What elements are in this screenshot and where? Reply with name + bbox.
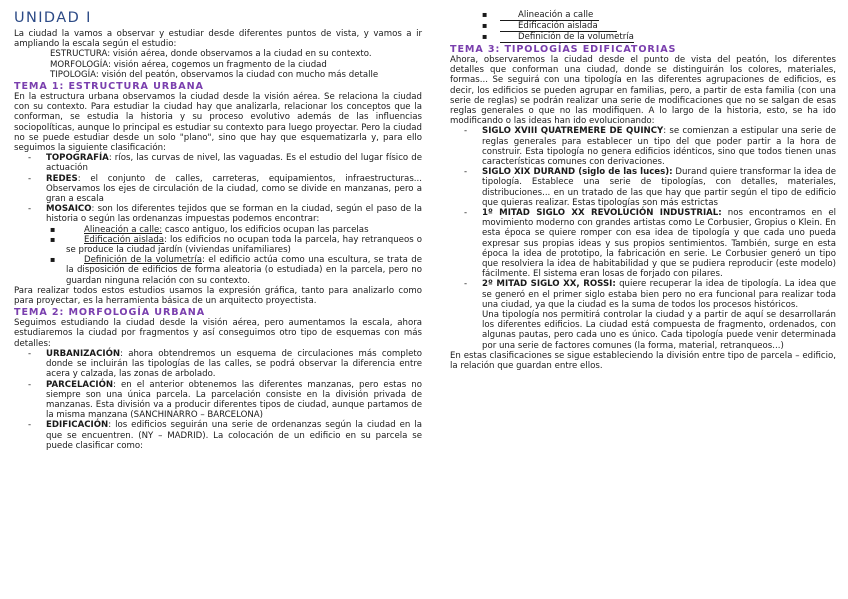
list-item xyxy=(46,420,422,451)
list-item xyxy=(46,153,422,173)
tema3-paragraph: Ahora, observaremos la ciudad desde el punto de vista del peatón, los diferentes detalles que conforman una ciudad, donde se distinguirán los colores, materiales, formas... Se seguirá con una tipología en las diferentes agrupaciones de edificios, es decir, los edificios se pueden agrupar en familias, pero, a partir de esta familia (con una serie de reglas) se podrán realizar una serie de modificaciones que no se salgan de esas reglas generales o que no las modifiquen. A lo largo de la historia, esto, se ha ido modificando o las ideas han ido evolucionando: xyxy=(450,55,836,127)
item-term: URBANIZACIÓN xyxy=(46,348,121,359)
item-text: quiere recuperar la idea de tipología. La idea que se generó en el primer siglo estaba bien pero no era funcional para realizar toda una ciudad, ya que la ciudad es la suma de todos los procesos históricos. xyxy=(482,279,836,310)
sub-list-item xyxy=(500,21,836,32)
item-term: PARCELACIÓN xyxy=(46,379,114,390)
item-text: : en el anterior obtenemos las diferentes manzanas, pero estas no siempre son una única parcela. La parcelación consiste en la división privada de manzanas. Esta división va a producir diferentes tipos de ciudad, aunque partamos de la misma manzana (SANCHINARRO – BARCELONA) xyxy=(46,379,422,421)
sub-item-text: : el edificio actúa como una escultura, se trata de la disposición de edificios de forma aleatoria (o estudiada) en la parcela, pero no guardan ninguna relación con su contexto. xyxy=(66,255,423,286)
sub-item-name: Alineación a calle xyxy=(500,11,599,21)
left-column xyxy=(14,10,422,451)
item-text: : el conjunto de calles, carreteras, equipamientos, infraestructuras... Observamos los ejes de circulación de la ciudad, como se divide en manzanas, pero a gran a escala xyxy=(46,173,422,205)
right-column xyxy=(450,10,836,371)
edificacion-sublist xyxy=(450,10,836,43)
tema1-closing: Para realizar todos estos estudios usamos la expresión gráfica, tanto para analizarlo como para proyectar, es la herramienta básica de un arquitecto proyectista. xyxy=(14,285,422,307)
tema2-paragraph: Seguimos estudiando la ciudad desde la visión aérea, pero aumentamos la escala, ahora estudiaremos la ciudad por fragmentos y así conseguimos otro tipo de esquemas con más detalles: xyxy=(14,318,422,349)
item-text: : ríos, las curvas de nivel, las vaguadas. Es el estudio del lugar físico de actuación xyxy=(46,153,422,174)
item-text: : se comienzan a estipular una serie de reglas generales para establecer un tipo del que poder partir a la hora de construir. Esta tipología no genera edificios idénticos, sino que todos tienen unas características comunes con derivaciones. xyxy=(482,126,836,168)
sub-list-item xyxy=(500,10,836,21)
list-item xyxy=(46,204,422,286)
item-term: SIGLO XIX DURAND (siglo de las luces): xyxy=(482,167,673,178)
list-item xyxy=(482,167,836,208)
rossi-extra-paragraph: Una tipología nos permitirá controlar la ciudad y a partir de aquí se desarrollarán los diferentes edificios. La ciudad está compuesta de fragmento, ordenados, con algunas pautas, pero cada uno es único. Cada tipología puede venir determinada por una serie de factores comunes (la forma, material, retranqueos...) xyxy=(482,310,836,351)
sub-list-item xyxy=(66,225,422,235)
tema2-list xyxy=(14,349,422,451)
sub-item-name: Edificación aislada xyxy=(84,234,165,245)
list-item xyxy=(46,174,422,205)
unit-title: UNIDAD I xyxy=(14,10,92,26)
sub-list-item xyxy=(500,32,836,43)
sub-item-name: Edificación aislada xyxy=(500,22,617,32)
tema3-list xyxy=(450,126,836,350)
intro-paragraph: La ciudad la vamos a observar y estudiar desde diferentes puntos de vista, y vamos a ir ampliando la escala según el estudio: xyxy=(14,29,422,50)
tema1-list xyxy=(14,153,422,286)
list-item xyxy=(482,208,836,279)
sub-item-text: casco antiguo, los edificios ocupan las parcelas xyxy=(162,224,369,235)
item-text: : son los diferentes tejidos que se forman en la ciudad, según el paso de la historia o según las ordenanzas impuestas podemos encontrar: xyxy=(46,204,422,225)
intro-item-estructura: ESTRUCTURA: visión aérea, donde observamos a la ciudad en su contexto. xyxy=(50,49,372,60)
item-term: MOSAICO xyxy=(46,204,92,215)
sub-item-text: : los edificios no ocupan toda la parcela, hay retranqueos o se produce la ciudad jardín (viviendas unifamiliares) xyxy=(66,234,422,256)
list-item xyxy=(482,279,836,350)
sub-item-name: Alineación a calle: xyxy=(84,224,163,235)
item-term: SIGLO XVIII QUATREMERE DE QUINCY xyxy=(482,126,664,137)
item-term: EDIFICACIÓN xyxy=(46,420,109,431)
item-text: Durand quiere transformar la idea de tipología. Establece una serie de tipologías, con detalles, materiales, distribuciones... en un tratado de las que hay que partir según el tipo de edificio que quieras realizar. Estas tipologías son más estrictas xyxy=(482,167,836,208)
item-term: TOPOGRAFÍA xyxy=(46,153,109,164)
list-item xyxy=(46,380,422,421)
intro-item-morfologia: MORFOLOGÍA: visión aérea, cogemos un fragmento de la ciudad xyxy=(50,59,327,70)
list-item xyxy=(482,126,836,167)
intro-item-tipologia: TIPOLOGÍA: visión del peatón, observamos la ciudad con mucho más detalle xyxy=(50,69,379,80)
tema3-closing: En estas clasificaciones se sigue estableciendo la división entre tipo de parcela – edificio, la relación que guardan entre ellos. xyxy=(450,350,836,372)
tema3-heading: TEMA 3: TIPOLOGÍAS EDIFICATORIAS xyxy=(450,44,677,55)
item-text: : los edificios seguirán una serie de ordenanzas según la ciudad en la que se encuentren. (NY – MADRID). La colocación de un edificio en su parcela se puede clasificar como: xyxy=(46,420,422,451)
mosaico-sublist xyxy=(46,225,422,286)
sub-list-item xyxy=(66,235,422,255)
tema1-heading: TEMA 1: ESTRUCTURA URBANA xyxy=(14,81,204,93)
list-item xyxy=(46,349,422,380)
tema1-paragraph: En la estructura urbana observamos la ciudad desde la visión aérea. Se relaciona la ciudad con su contexto. Para estudiar la ciudad hay que analizarla, relacionar los conceptos que la conforman, se estudia la historia y su proceso evolutivo además de las influencias sociopolíticas, aunque lo principal es estudiar su contexto para luego proyectar. Pero la ciudad no se puede estudiar desde un solo "plano", sino que hay que esquematizarla y, para ello seguimos la siguiente clasificación: xyxy=(14,92,422,154)
item-text: nos encontramos en el movimiento moderno con grandes artistas como Le Corbusier, Gropius o Klein. En esta época se quiere romper con esa idea de tipología y que cada uno pueda expresar sus propias ideas y sus propios sentimientos. También, surge en esta época la idea de prototipo, la fabricación en serie. Le Corbusier generó un tipo que resolviera la idea de habitabilidad y que se pudiera reproducir (este modelo) fácilmente. El sistema eran losas de forjado con pilares. xyxy=(482,208,836,280)
item-term: 1º MITAD SIGLO XX REVOLUCIÓN INDUSTRIAL: xyxy=(482,208,722,219)
tema2-heading: TEMA 2: MORFOLOGÍA URBANA xyxy=(14,307,206,319)
sub-item-name: Definición de la volumetría xyxy=(500,33,634,43)
item-term: REDES xyxy=(46,173,78,184)
sub-list-item xyxy=(66,255,422,286)
item-term: 2º MITAD SIGLO XX, ROSSI: xyxy=(482,279,616,290)
item-text: : ahora obtendremos un esquema de circulaciones más completo donde se incluirán las tipologías de las calles, se podrá observar la diferencia entre acera y calzada, las zonas de arbolado. xyxy=(46,348,422,380)
sub-item-name: Definición de la volumetría xyxy=(84,255,202,266)
